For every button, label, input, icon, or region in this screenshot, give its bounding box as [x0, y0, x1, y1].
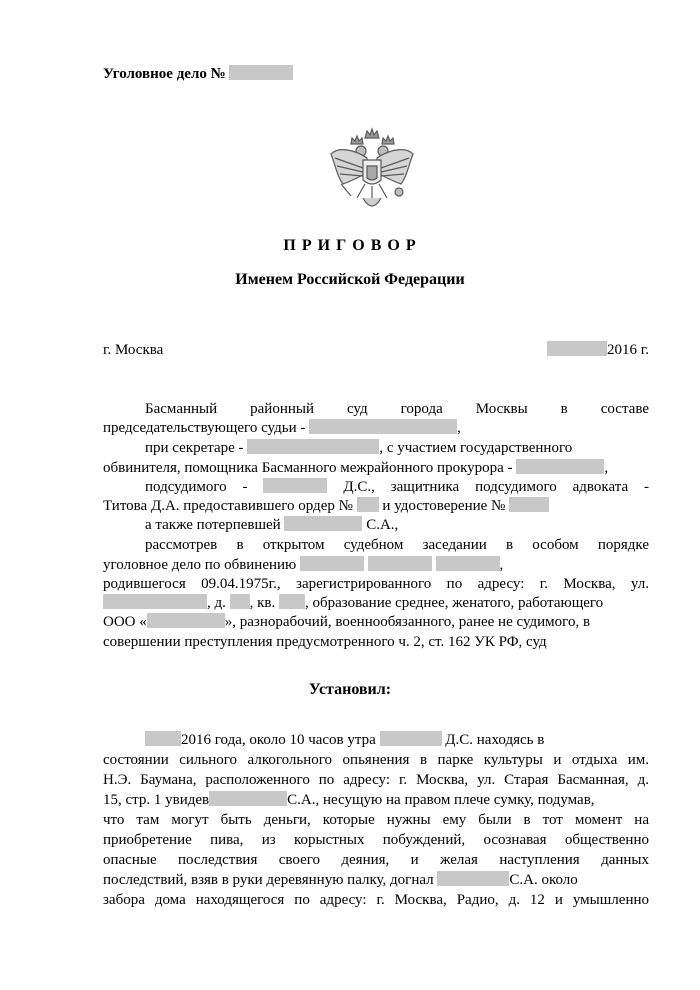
city: г. Москва: [103, 342, 164, 358]
intro-line-1: Басманный районный суд города Москвы в составе: [145, 401, 649, 417]
coat-of-arms-emblem: [327, 124, 417, 216]
redaction: [509, 497, 549, 512]
redaction: [209, 791, 287, 806]
body-line-3: Н.Э. Баумана, расположенного по адресу: г. Москва, ул. Старая Басманная, д.: [103, 772, 649, 788]
intro-line-5: подсудимого - Д.С., защитника подсудимого адвоката -: [145, 479, 650, 495]
body-line-6: приобретение пива, из корыстных побуждений, осознавая общественно: [103, 832, 649, 848]
intro-line-3: при секретаре - , с участием государственного: [145, 440, 573, 456]
redaction: [300, 556, 364, 571]
case-number-line: [103, 64, 293, 84]
intro-line-8: рассмотрев в открытом судебном заседании в особом порядке: [145, 537, 649, 553]
verdict-subtitle: Именем Российской Федерации: [235, 271, 465, 288]
redaction: [247, 439, 379, 454]
redaction: [230, 594, 250, 609]
body-line-1: 2016 года, около 10 часов утра Д.С. находясь в: [145, 730, 544, 750]
redaction: [436, 556, 500, 571]
redaction: [357, 497, 379, 512]
body-line-4: 15, стр. 1 увидев С.А., несущую на правом плече сумку, подумав,: [103, 792, 595, 808]
redaction: [284, 516, 362, 531]
intro-line-13: совершении преступления предусмотренного ч. 2, ст. 162 УК РФ, суд: [103, 634, 547, 650]
redaction: [380, 731, 442, 746]
redaction: [263, 478, 327, 493]
body-line-9: забора дома находящегося по адресу: г. Москва, Радио, д. 12 и умышленно: [103, 892, 649, 908]
redaction: [145, 731, 181, 746]
redaction: [516, 459, 604, 474]
redaction: [309, 419, 457, 434]
intro-line-6: Титова Д.А. предоставившего ордер № и удостоверение №: [103, 496, 549, 516]
intro-line-12: ООО « », разнорабочий, военнообязанного, ранее не судимого, в: [103, 614, 591, 630]
intro-line-11: , д. , кв. , образование среднее, женатого, работающего: [103, 593, 603, 613]
redaction: [279, 594, 305, 609]
intro-line-4: обвинителя, помощника Басманного межрайонного прокурора - ,: [103, 460, 609, 476]
verdict-date: 2016 г.: [547, 340, 649, 360]
body-line-5: что там могут быть деньги, которые нужны ему были в тот момент на: [103, 812, 649, 828]
body-line-2: состоянии сильного алкогольного опьянения в парке культуры и отдыха им.: [103, 752, 649, 768]
redaction: [103, 594, 207, 609]
body-line-7: опасные последствия своего деяния, и желая наступления данных: [103, 852, 649, 868]
redaction: [437, 871, 509, 886]
redaction: [368, 556, 432, 571]
intro-line-10: родившегося 09.04.1975г., зарегистрированного по адресу: г. Москва, ул.: [103, 576, 649, 592]
section-established: Установил:: [308, 681, 392, 698]
redaction: [147, 613, 225, 628]
body-line-8: последствий, взяв в руки деревянную палку, догнал С.А. около: [103, 872, 578, 888]
intro-line-9: уголовное дело по обвинению ,: [103, 557, 504, 573]
redaction: [547, 341, 607, 356]
verdict-title: П Р И Г О В О Р: [283, 237, 417, 254]
intro-line-7: а также потерпевшей С.А.,: [145, 517, 399, 533]
redaction: [229, 65, 293, 80]
case-number-label: Уголовное дело №: [103, 66, 226, 82]
intro-line-2: председательствующего судьи - ,: [103, 420, 461, 436]
